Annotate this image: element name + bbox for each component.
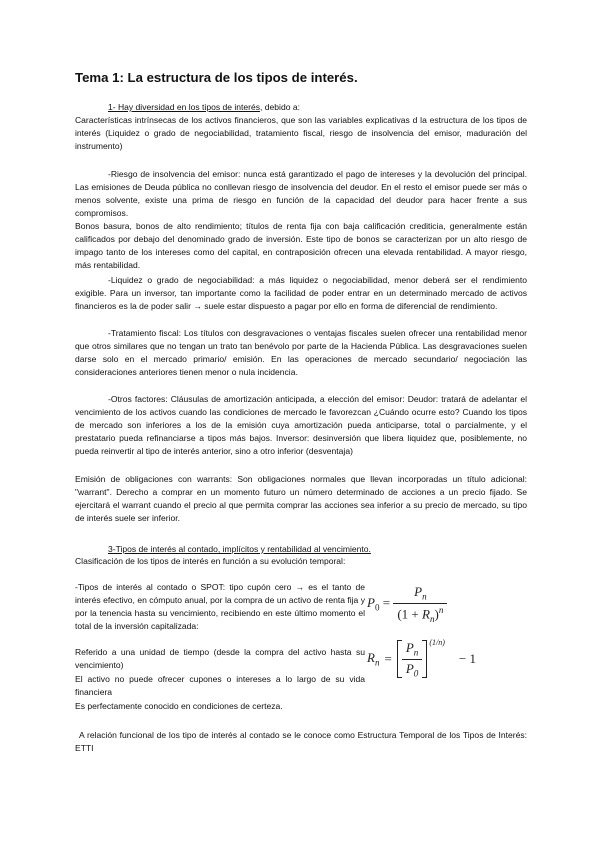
- etti-paragraph: A relación funcional de los tipo de interés al contado se le conoce como Estructura Temporal de los Tipos de Interés: ETTI: [75, 730, 527, 754]
- spot-rate-formula: $R_n$ = $\frac{P_n}{P_0}$ $^{(1/n)}$ − 1: [367, 638, 476, 679]
- page-title: Tema 1: La estructura de los tipos de interés.: [75, 70, 358, 85]
- formula1-fraction: $\frac{P_n}{(1 + R_n)^n}$: [393, 584, 447, 624]
- section1-heading-underlined: 1- Hay diversidad en los tipos de interés: [108, 102, 261, 112]
- riesgo-paragraph: -Riesgo de insolvencia del emisor: nunca está garantizado el pago de intereses y la devolución del principal. Las emisiones de Deuda pública no conllevan riesgo de insolvencia del deudor. En el resto el emisor puede ser más o menos solvente, existe una prima de riesgo en función de la capacidad del deudor para hacer frente a sus compromisos.: [75, 169, 527, 219]
- formula1-lhs: $P_0$: [367, 594, 380, 613]
- section1-heading-rest: , debido a:: [260, 102, 300, 112]
- no-cupones-paragraph: El activo no puede ofrecer cupones o intereses a lo largo de su vida financiera: [75, 674, 365, 698]
- formula2-fraction: $\frac{P_n}{P_0}$: [402, 640, 423, 678]
- section3-heading: 3-Tipos de interés al contado, implícitos y rentabilidad al vencimiento.: [108, 544, 371, 554]
- formula2-minus-one: − 1: [458, 651, 476, 667]
- spot-paragraph: -Tipos de interés al contado o SPOT: tipo cupón cero → es el tanto de interés efectivo, en cómputo anual, por la compra de un activo de renta fija y por la tenencia hasta su vencimiento, recibiendo en este último momento el total de la inversión capitalizada:: [75, 582, 365, 632]
- otros-paragraph: -Otros factores: Cláusulas de amortización anticipada, a elección del emisor: Deudor: tratará de adelantar el vencimiento de los activos cuando las condiciones de mercado le favorezcan ¿Cuándo ocurre esto? Cuando los tipos de mercado son inferiores a los de la emisión cuya amortización pueda anticiparse, total o parcialmente, y el prestatario pueda refinanciarse a tipos más bajos. Inversor: desinversión que libera liquidez que, posiblemente, no pueda reinvertir al tipo de interés anterior, sino a otro inferior (desventaja): [75, 394, 527, 457]
- bonos-paragraph: Bonos basura, bonos de alto rendimiento; títulos de renta fija con baja calificación crediticia, generalmente están calificados por debajo del denominado grado de inversión. Este tipo de bonos se caracterizan por un alto riesgo de impago tanto de los intereses como del capital, en contraposición ofrecen una elevada rentabilidad. A mayor riesgo, más rentabilidad.: [75, 221, 527, 271]
- liquidez-paragraph: -Liquidez o grado de negociabilidad: a más liquidez o negociabilidad, menor deberá ser el rendimiento exigible. Para un inversor, tan importante como la facilidad de poder entrar en un determinado mercado de activos financieros es la de poder salir → suele estar dispuesto a pagar por ello en forma de diferencial de rendimiento.: [75, 275, 527, 312]
- fiscal-paragraph: -Tratamiento fiscal: Los títulos con desgravaciones o ventajas fiscales suelen ofrecer una rentabilidad menor que otros similares que no tengan un trato tan benévolo por parte de la Hacienda Pública. Las desgravaciones suelen darse solo en el mercado primario/ emisión. En las operaciones de mercado secundario/ negociación las consideraciones anteriores tienen menor o nula incidencia.: [75, 328, 527, 378]
- spot-price-formula: $P_0$ = $\frac{P_n}{(1 + R_n)^n}$: [367, 584, 447, 624]
- section3-subheading: Clasificación de los tipos de interés en función a su evolución temporal:: [75, 556, 346, 566]
- formula2-lhs: $R_n$: [367, 650, 380, 668]
- warrants-paragraph: Emisión de obligaciones con warrants: Son obligaciones normales que llevan incorporadas un título adicional: "warrant". Derecho a comprar en un momento futuro un número determinado de acciones a un precio fijado. Se ejercitará el warrant cuando el precio al que permita comprar las acciones sea inferior a su precio de mercado, su tipo de interés suele ser inferior.: [75, 474, 527, 524]
- referido-paragraph: Referido a una unidad de tiempo (desde la compra del activo hasta su vencimiento): [75, 647, 365, 671]
- section1-intro: Características intrínsecas de los activos financieros, que son las variables explicativas d la estructura de los tipos de interés (Liquidez o grado de negociabilidad, tratamiento fiscal, riesgo de insolvencia del emisor, maduración del instrumento): [75, 115, 527, 152]
- formula2-exponent: (1/n): [429, 638, 445, 647]
- section1-heading: [108, 101, 300, 114]
- certeza-paragraph: Es perfectamente conocido en condiciones de certeza.: [75, 701, 283, 711]
